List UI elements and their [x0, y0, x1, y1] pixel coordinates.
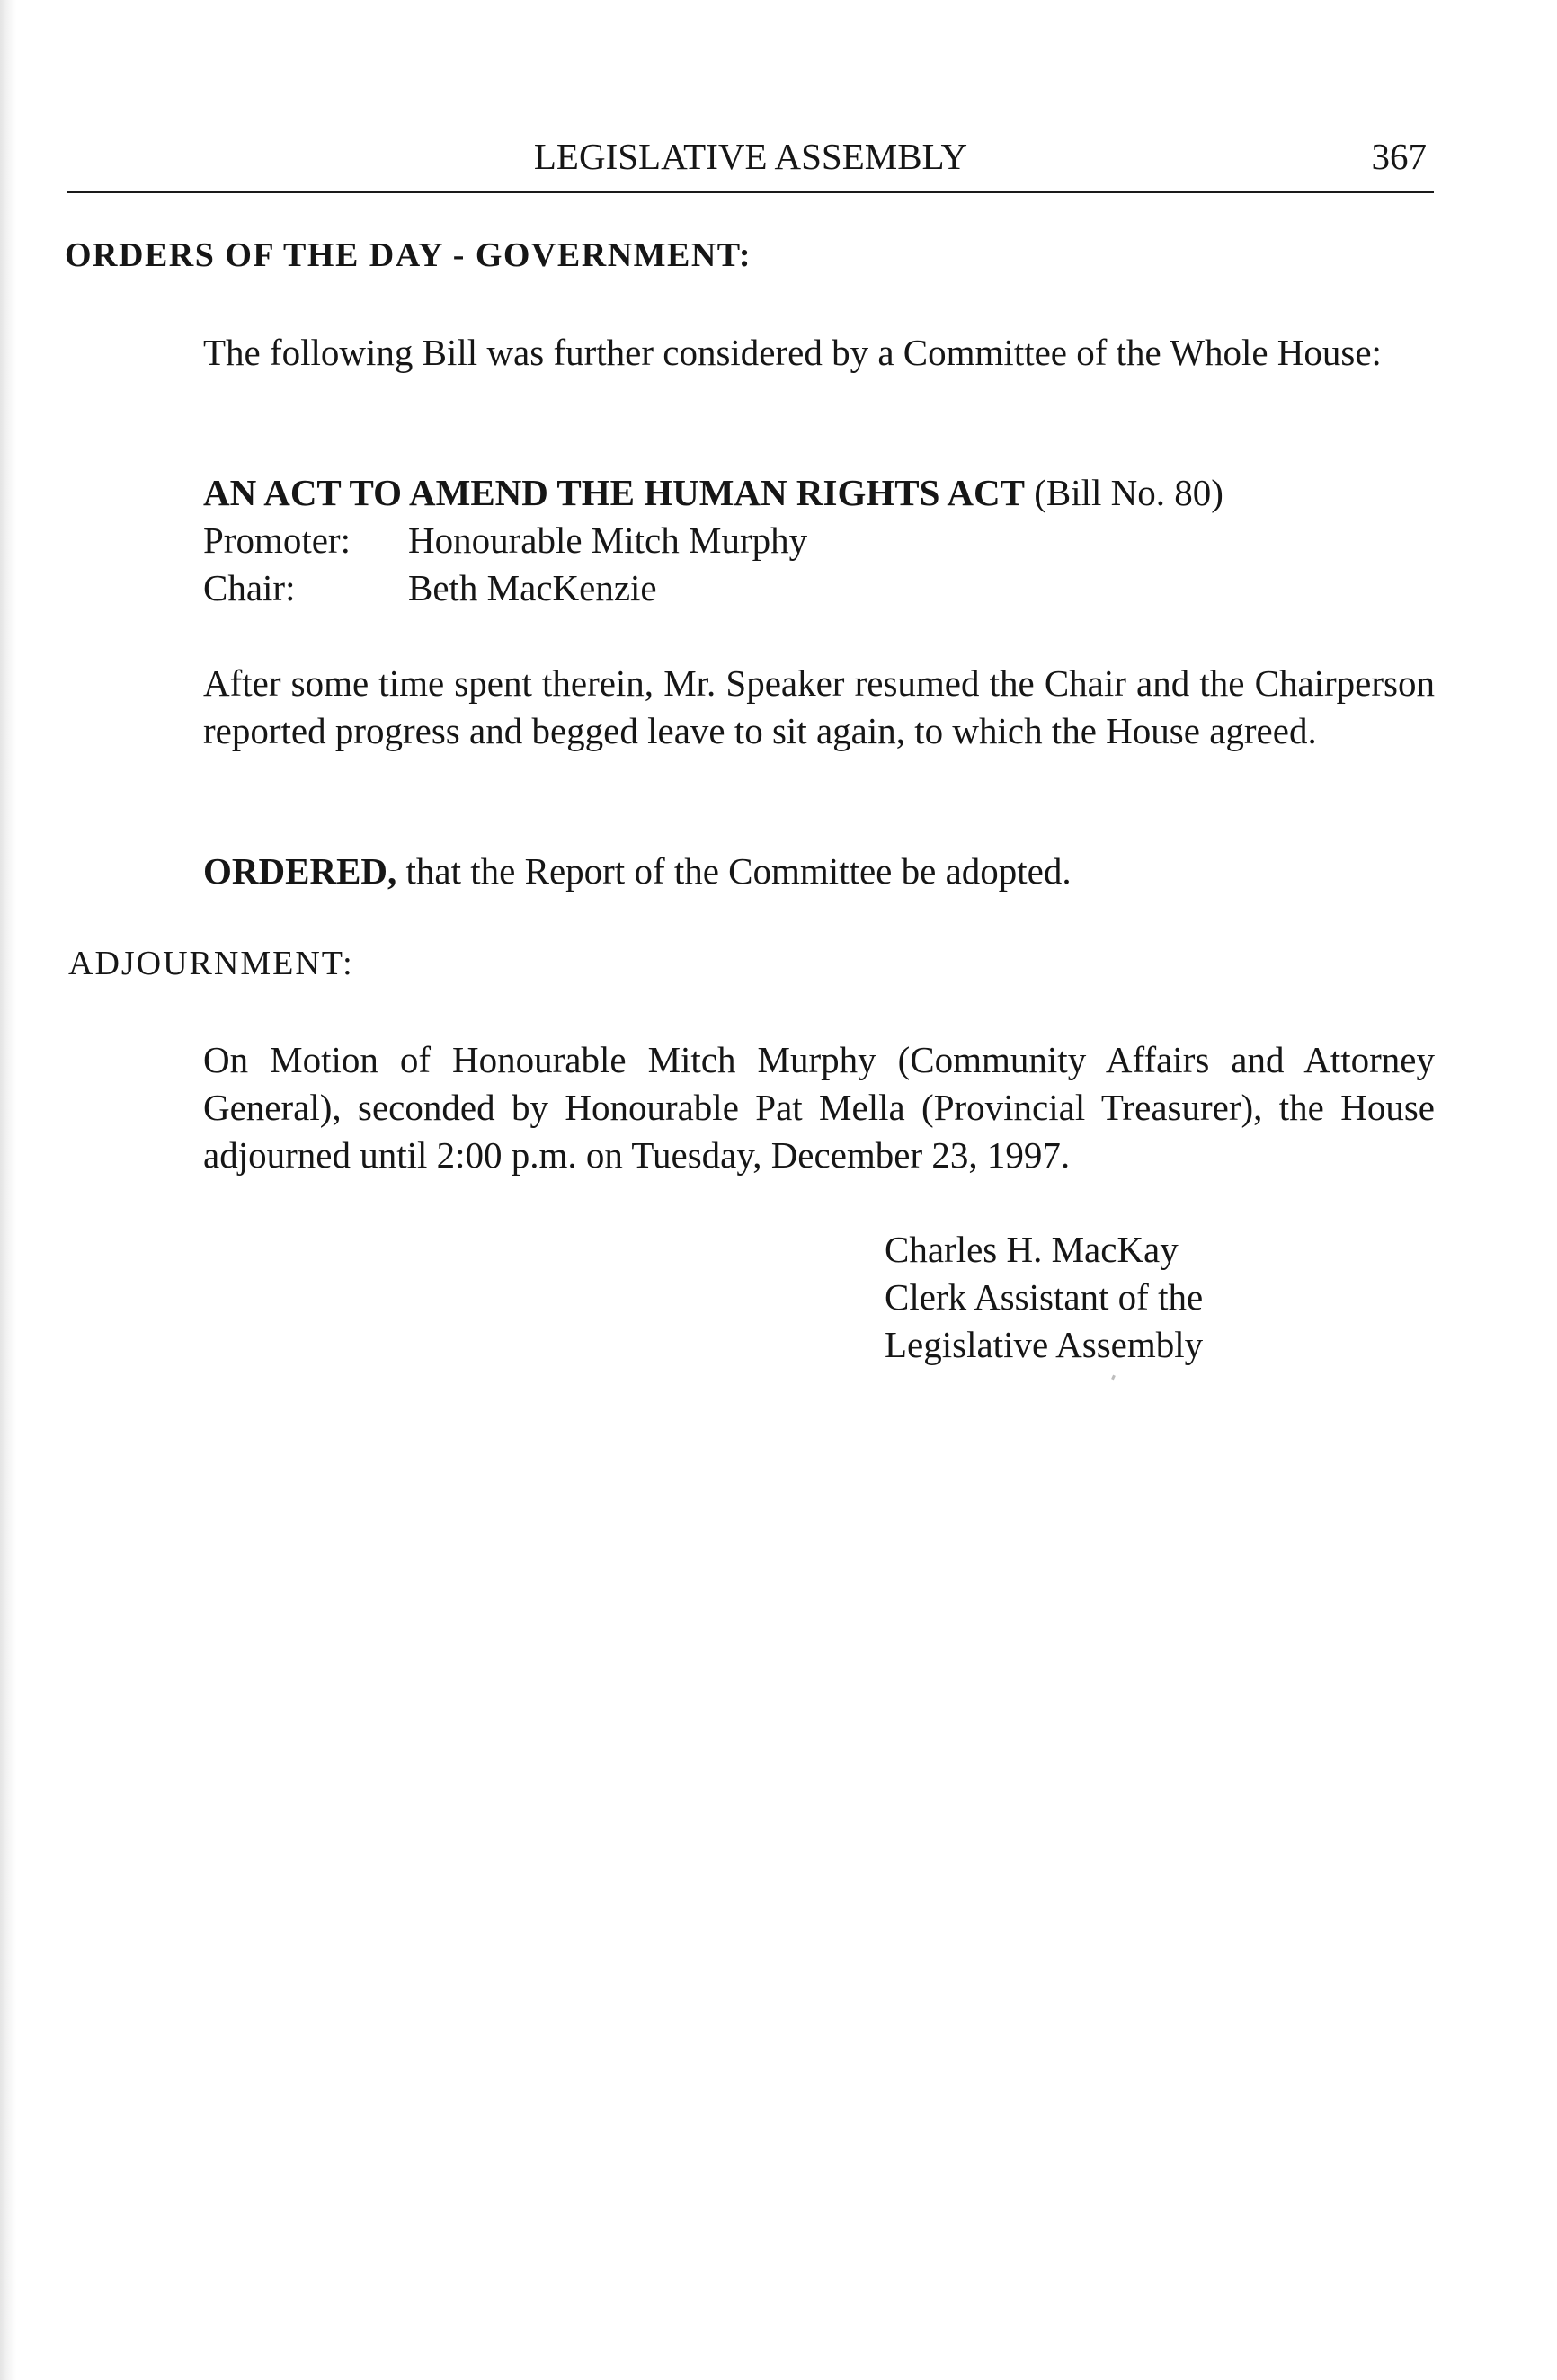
ordered-keyword: ORDERED, [203, 850, 397, 892]
bill-number: (Bill No. 80) [1034, 472, 1223, 513]
scan-speck [1111, 1375, 1116, 1381]
chair-value: Beth MacKenzie [408, 567, 657, 608]
signatory-name: Charles H. MacKay [885, 1229, 1179, 1270]
progress-paragraph: After some time spent therein, Mr. Speaker resumed the Chair and the Chairperson reported progress and begged leave to sit again, to which the House agreed. [203, 662, 1435, 751]
chair-row [203, 564, 657, 612]
signature-block [885, 1226, 1203, 1369]
page-number: 367 [1371, 136, 1427, 177]
running-header [67, 135, 1434, 193]
signatory-title-line-2: Legislative Assembly [885, 1324, 1204, 1365]
orders-of-the-day-heading: ORDERS OF THE DAY - GOVERNMENT: [65, 236, 752, 274]
promoter-value: Honourable Mitch Murphy [408, 520, 808, 561]
adjournment-heading: ADJOURNMENT: [68, 945, 354, 982]
bill-title-line [203, 469, 1223, 517]
ordered-text: that the Report of the Committee be adopted. [405, 850, 1072, 892]
promoter-label: Promoter: [203, 520, 351, 561]
promoter-row [203, 517, 807, 564]
bill-intro-paragraph: The following Bill was further considered by a Committee of the Whole House: [203, 332, 1382, 373]
signatory-title-line-1: Clerk Assistant of the [885, 1276, 1204, 1318]
ordered-line [203, 848, 1072, 895]
chair-label: Chair: [203, 567, 296, 608]
page-edge-shadow [0, 0, 16, 2380]
adjournment-motion-paragraph: On Motion of Honourable Mitch Murphy (Community Affairs and Attorney General), seconded by Honourable Pat Mella (Provincial Treasurer), the House adjourned until 2:00 p.m. on Tuesday, December 23, 1997. [203, 1039, 1435, 1176]
bill-title: AN ACT TO AMEND THE HUMAN RIGHTS ACT [203, 472, 1025, 513]
header-title: LEGISLATIVE ASSEMBLY [533, 136, 968, 177]
